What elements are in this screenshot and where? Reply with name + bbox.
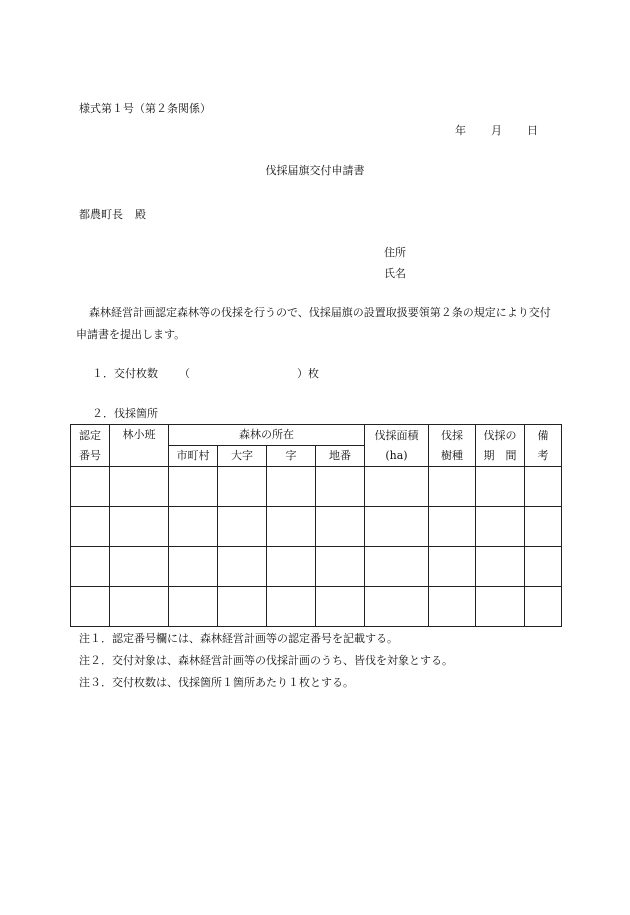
header-aza: 字 (267, 446, 316, 467)
table-cell[interactable] (267, 547, 316, 587)
address-label: 住所 (384, 246, 406, 259)
issue-count-label: １．交付枚数 (92, 367, 158, 380)
note-3: 注３．交付枚数は、伐採箇所１箇所あたり１枚とする。 (79, 676, 354, 689)
table-cell[interactable] (316, 587, 365, 627)
note-1: 注１．認定番号欄には、森林経営計画等の認定番号を記載する。 (79, 632, 398, 645)
header-stand (110, 425, 169, 467)
table-cell[interactable] (267, 507, 316, 547)
table-cell[interactable] (525, 587, 562, 627)
issue-count-open-paren: （ (179, 367, 190, 380)
date-day-label: 日 (527, 124, 538, 137)
header-species-line2: 樹種 (441, 448, 463, 462)
addressee (79, 206, 146, 222)
table-cell[interactable] (110, 547, 169, 587)
table-cell[interactable] (169, 467, 218, 507)
table-cell[interactable] (71, 507, 110, 547)
header-area (365, 425, 429, 467)
table-cell[interactable] (169, 547, 218, 587)
section-issue-count (92, 365, 319, 381)
header-area-line1: 伐採面積 (374, 428, 419, 442)
table-cell[interactable] (110, 467, 169, 507)
header-period (476, 425, 525, 467)
table-cell[interactable] (218, 547, 267, 587)
date-month-label: 月 (491, 124, 502, 137)
table-cell[interactable] (316, 467, 365, 507)
table-row (71, 507, 562, 547)
table-row (71, 587, 562, 627)
table-cell[interactable] (71, 467, 110, 507)
table-cell[interactable] (429, 547, 476, 587)
table-cell[interactable] (110, 507, 169, 547)
table-cell[interactable] (429, 467, 476, 507)
section-logging-site: ２．伐採箇所 (92, 407, 158, 420)
table-cell[interactable] (429, 587, 476, 627)
table-cell[interactable] (525, 467, 562, 507)
header-period-line2: 期 間 (483, 448, 517, 462)
header-oaza: 大字 (218, 446, 267, 467)
table-cell[interactable] (429, 507, 476, 547)
table-cell[interactable] (218, 587, 267, 627)
header-cert-number-line1: 認定 (79, 428, 101, 442)
note-2: 注２．交付対象は、森林経営計画等の伐採計画のうち、皆伐を対象とする。 (79, 654, 453, 667)
table-cell[interactable] (218, 507, 267, 547)
table-cell[interactable] (476, 507, 525, 547)
table-cell[interactable] (218, 467, 267, 507)
table-cell[interactable] (525, 547, 562, 587)
header-remarks (525, 425, 562, 467)
table-cell[interactable] (476, 547, 525, 587)
table-cell[interactable] (316, 507, 365, 547)
table-cell[interactable] (169, 587, 218, 627)
table-row (71, 547, 562, 587)
header-location: 森林の所在 (169, 425, 365, 446)
body-text: 森林経営計画認定森林等の伐採を行うので、伐採届旗の設置取扱要領第２条の規定により交付申請書を提出します。 (76, 306, 551, 341)
header-species (429, 425, 476, 467)
logging-site-table (70, 424, 562, 627)
table-cell[interactable] (71, 587, 110, 627)
addressee-honorific: 殿 (135, 208, 146, 221)
table-cell[interactable] (365, 467, 429, 507)
header-cert-number (71, 425, 110, 467)
header-municipality: 市町村 (169, 446, 218, 467)
issue-count-close-paren: ）枚 (297, 367, 319, 380)
table-cell[interactable] (71, 547, 110, 587)
addressee-name: 都農町長 (79, 208, 123, 221)
header-area-line2: (ha) (385, 448, 408, 462)
table-cell[interactable] (525, 507, 562, 547)
table-cell[interactable] (267, 587, 316, 627)
table-cell[interactable] (476, 467, 525, 507)
header-remarks-line2: 考 (537, 448, 549, 462)
table-cell[interactable] (169, 507, 218, 547)
header-stand-text: 林小班 (122, 428, 156, 441)
date-year-label: 年 (455, 124, 466, 137)
table-cell[interactable] (365, 507, 429, 547)
table-cell[interactable] (316, 547, 365, 587)
table-cell[interactable] (365, 587, 429, 627)
table-cell[interactable] (110, 587, 169, 627)
table-row (71, 467, 562, 507)
header-period-line1: 伐採の (483, 428, 517, 442)
notes (79, 628, 453, 694)
header-lot: 地番 (316, 446, 365, 467)
table-cell[interactable] (365, 547, 429, 587)
form-number: 様式第１号（第２条関係） (79, 102, 211, 115)
table-cell[interactable] (267, 467, 316, 507)
table-cell[interactable] (476, 587, 525, 627)
header-cert-number-line2: 番号 (79, 448, 101, 462)
name-label: 氏名 (384, 267, 406, 280)
header-remarks-line1: 備 (537, 428, 549, 442)
document-title: 伐採届旗交付申請書 (265, 164, 365, 177)
header-species-line1: 伐採 (441, 428, 463, 442)
